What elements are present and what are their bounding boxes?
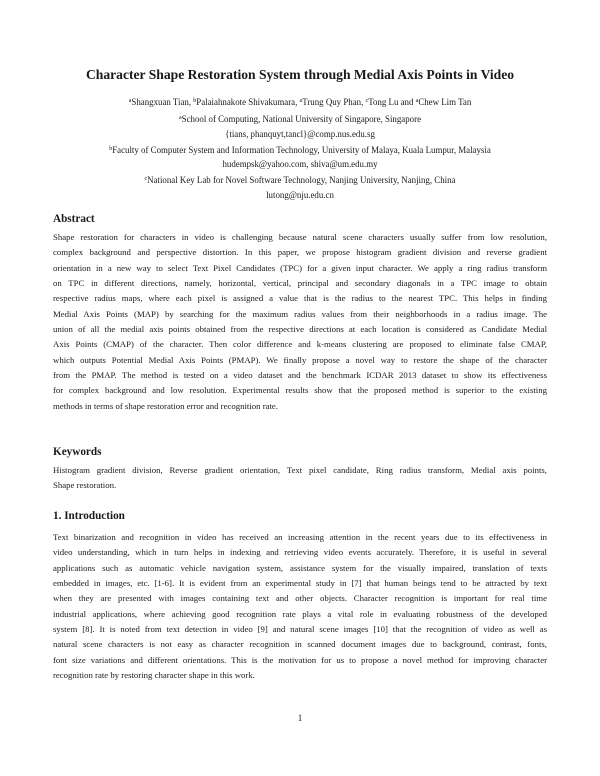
- keywords-heading: Keywords: [53, 446, 102, 458]
- text-line: natural scene characters is not easy as character recognition in scanned document images due to background, contrast, fonts,: [53, 639, 547, 650]
- paper-title: Character Shape Restoration System through Medial Axis Points in Video: [85, 67, 515, 82]
- author-name: Shangxuan Tian,: [131, 97, 194, 107]
- text-line: on TPC in different directions, namely, horizontal, vertical, principal and secondary diagonals in a TPC image to obtain: [53, 278, 547, 289]
- affiliation-text: Faculty of Computer System and Information Technology, University of Malaya, Kuala Lumpur, Malaysia: [112, 145, 491, 155]
- author-sup: a: [299, 98, 303, 104]
- affiliation-email: [0, 190, 600, 201]
- text-line: complex background and perspective distortion. In this paper, we propose histogram gradient division and reverse gradient: [53, 247, 547, 258]
- author-sup: b: [193, 98, 197, 104]
- affiliation-text: {tians, phanquyt,tancl}@comp.nus.edu.sg: [225, 129, 375, 139]
- text-line: methods in terms of shape restoration error and recognition rate.: [53, 400, 278, 411]
- keywords-body: [53, 463, 547, 494]
- introduction-body: [53, 530, 547, 683]
- text-line: video understanding, which in turn helps in indexing and retrieving video events accurately. Therefore, it is useful in several: [53, 547, 547, 558]
- text-line: Text binarization and recognition in video has received an increasing attention in the recent years due to its effectiveness in: [53, 532, 547, 542]
- affiliation-text: National Key Lab for Novel Software Technology, Nanjing University, Nanjing, China: [147, 175, 456, 185]
- author-line: [0, 96, 600, 108]
- text-line: font size variations and different orientations. This is the motivation for us to propose a novel method for improving character: [53, 654, 547, 665]
- text-line: orientation in a new way to select Text Pixel Candidates (TPC) for a given input character. We apply a ring radius transform: [53, 262, 547, 273]
- text-line: Histogram gradient division, Reverse gradient orientation, Text pixel candidate, Ring radius transform, Medial axis points,: [53, 465, 547, 475]
- abstract-body: [53, 230, 547, 414]
- text-line: recognition rate by restoring character shape in this work.: [53, 670, 255, 681]
- author-name: Palaiahnakote Shivakumara,: [196, 97, 300, 107]
- author-sup: c: [365, 98, 369, 104]
- text-line: industrial applications, where achieving good recognition rate plays a vital role in evaluating robustness of the developed: [53, 608, 547, 619]
- text-line: Shape restoration for characters in video is challenging because natural scene characters usually suffer from low resolution,: [53, 232, 547, 242]
- text-line: which outputs Potential Medial Axis Points (PMAP). We finally propose a novel way to restore the shape of the character: [53, 354, 547, 365]
- introduction-heading: 1. Introduction: [53, 510, 125, 522]
- affiliation-sup: c: [144, 176, 148, 182]
- affiliation-text: hudempsk@yahoo.com, shiva@um.edu.my: [222, 159, 378, 169]
- text-line: Axis Points (CMAP) of the character. Then color difference and k-means clustering are proposed to eliminate false CMAP,: [53, 339, 547, 350]
- affiliation-sup: b: [109, 146, 113, 152]
- text-line: respective radius maps, where each pixel is assigned a value that is the radius to the nearest TPC. This helps in finding: [53, 293, 547, 304]
- affiliation-line: [0, 174, 600, 186]
- affiliation-line: [0, 113, 600, 125]
- affiliation-sup: a: [178, 115, 182, 121]
- text-line: applications such as automatic vehicle navigation system, assistance system for the visually impaired, translation of texts: [53, 562, 547, 573]
- text-line: Shape restoration.: [53, 480, 117, 491]
- author-sup: a: [415, 98, 419, 104]
- text-line: embedded in images, etc. [1-6]. It is evident from an experimental study in [7] that human beings tend to be attracted by text: [53, 578, 547, 589]
- author-name: Trung Quy Phan,: [302, 97, 366, 107]
- affiliation-email: [0, 129, 600, 140]
- text-line: system [8]. It is noted from text detection in video [9] and natural scene images [10] that the recognition of video as well as: [53, 624, 547, 635]
- affiliation-line: [0, 144, 600, 156]
- abstract-heading: Abstract: [53, 213, 95, 225]
- text-line: Medial Axis Points (MAP) by searching for the maximum radius values from their neighborhoods in a radius image. The: [53, 308, 547, 319]
- affiliation-email: [0, 159, 600, 170]
- text-line: from the PMAP. The method is tested on a video dataset and the benchmark ICDAR 2013 dataset to show its effectiveness: [53, 370, 547, 381]
- text-line: for complex background and low resolution. Experimental results show that the proposed method is superior to the existing: [53, 385, 547, 396]
- text-line: when they are presented with images containing text and other objects. Character recognition is important for real time: [53, 593, 547, 604]
- author-name: Chew Lim Tan: [418, 97, 472, 107]
- author-name: Tong Lu and: [368, 97, 416, 107]
- text-line: union of all the medial axis points obtained from the respective directions at each location is considered as Candidate Medial: [53, 324, 547, 335]
- page-number: 1: [297, 713, 303, 723]
- affiliation-text: lutong@nju.edu.cn: [266, 190, 334, 200]
- affiliation-text: School of Computing, National University of Singapore, Singapore: [181, 114, 422, 124]
- author-sup: a: [128, 98, 132, 104]
